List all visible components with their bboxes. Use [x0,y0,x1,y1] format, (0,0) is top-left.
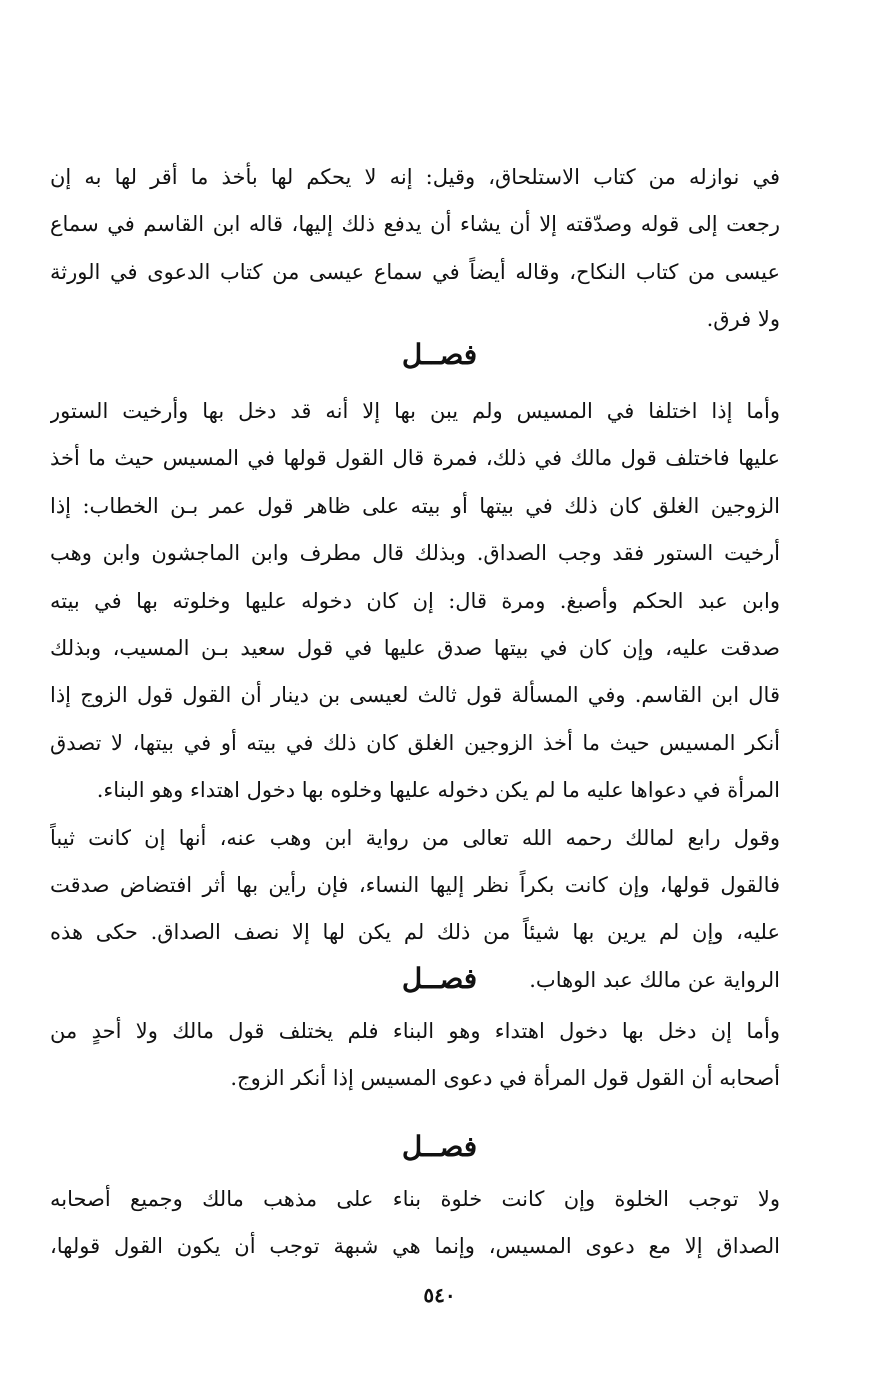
text-line: ولا توجب الخلوة وإن كانت خلوة بناء على مذهب مالك وجميع أصحابه [50,1187,780,1211]
text-line: الصداق إلا مع دعوى المسيس، وإنما هي شبهة توجب أن يكون القول قولها، [50,1234,780,1259]
text-line: عليه، وإن لم يرين بها شيئاً من ذلك لم يكن لها إلا نصف الصداق. حكى هذه [50,920,780,945]
paragraph-section-2 [50,1008,780,1103]
text-line: المرأة في دعواها عليه ما لم يكن دخوله عليها وخلوه بها دخول اهتداء وهو البناء. [96,778,780,803]
section-heading-1: فصــل [401,338,478,371]
text-line: رجعت إلى قوله وصدّقته إلا أن يشاء أن يدفع ذلك إليها، قاله ابن القاسم في سماع [50,212,780,237]
text-line: عيسى من كتاب النكاح، وقاله أيضاً في سماع عيسى من كتاب الدعوى في الورثة [50,259,780,284]
text-line: أرخيت الستور فقد وجب الصداق. وبذلك قال مطرف وابن الماجشون وابن وهب [50,541,780,566]
page-number: ٥٤٠ [423,1283,456,1307]
paragraph-intro [50,154,780,344]
text-line: الرواية عن مالك عبد الوهاب. [529,967,780,992]
paragraph-section-3 [50,1176,780,1271]
section-heading-3: فصــل [401,1130,478,1163]
text-line: قال ابن القاسم. وفي المسألة قول ثالث لعيسى بن دينار أن القول قول الزوج إذا [50,683,780,708]
text-line: صدقت عليه، وإن كان في بيتها صدق عليها في قول سعيد بـن المسيب، وبذلك [50,636,780,661]
text-line: أنكر المسيس حيث ما أخذ الزوجين الغلق كان ذلك في بيته أو في بيتها، لا تصدق [50,730,780,755]
text-line: وابن عبد الحكم وأصبغ. ومرة قال: إن كان دخوله عليها وخلوته بها في بيته [50,588,780,613]
text-line: الزوجين الغلق كان ذلك في بيتها أو بيته على ظاهر قول عمر بـن الخطاب: إذا [50,493,780,518]
text-line: أصحابه أن القول قول المرأة في دعوى المسيس إذا أنكر الزوج. [230,1066,780,1091]
paragraph-section-1 [50,388,780,1004]
text-line: في نوازله من كتاب الاستلحاق، وقيل: إنه لا يحكم لها بأخذ ما أقر لها به إن [50,165,780,189]
text-line: عليها فاختلف قول مالك في ذلك، فمرة قال القول قولها في المسيس حيث ما أخذ [50,446,780,471]
section-heading-2: فصــل [401,962,478,995]
text-line: ولا فرق. [706,307,780,332]
text-line: وقول رابع لمالك رحمه الله تعالى من رواية ابن وهب عنه، أنها إن كانت ثيباً [50,825,780,850]
text-line: وأما إن دخل بها دخول اهتداء وهو البناء فلم يختلف قول مالك ولا أحدٍ من [50,1019,780,1043]
text-line: فالقول قولها، وإن كانت بكراً نظر إليها النساء، فإن رأين بها أثر افتضاض صدقت [50,873,780,898]
text-line: وأما إذا اختلفا في المسيس ولم يبن بها إلا أنه قد دخل بها وأرخيت الستور [50,399,780,423]
